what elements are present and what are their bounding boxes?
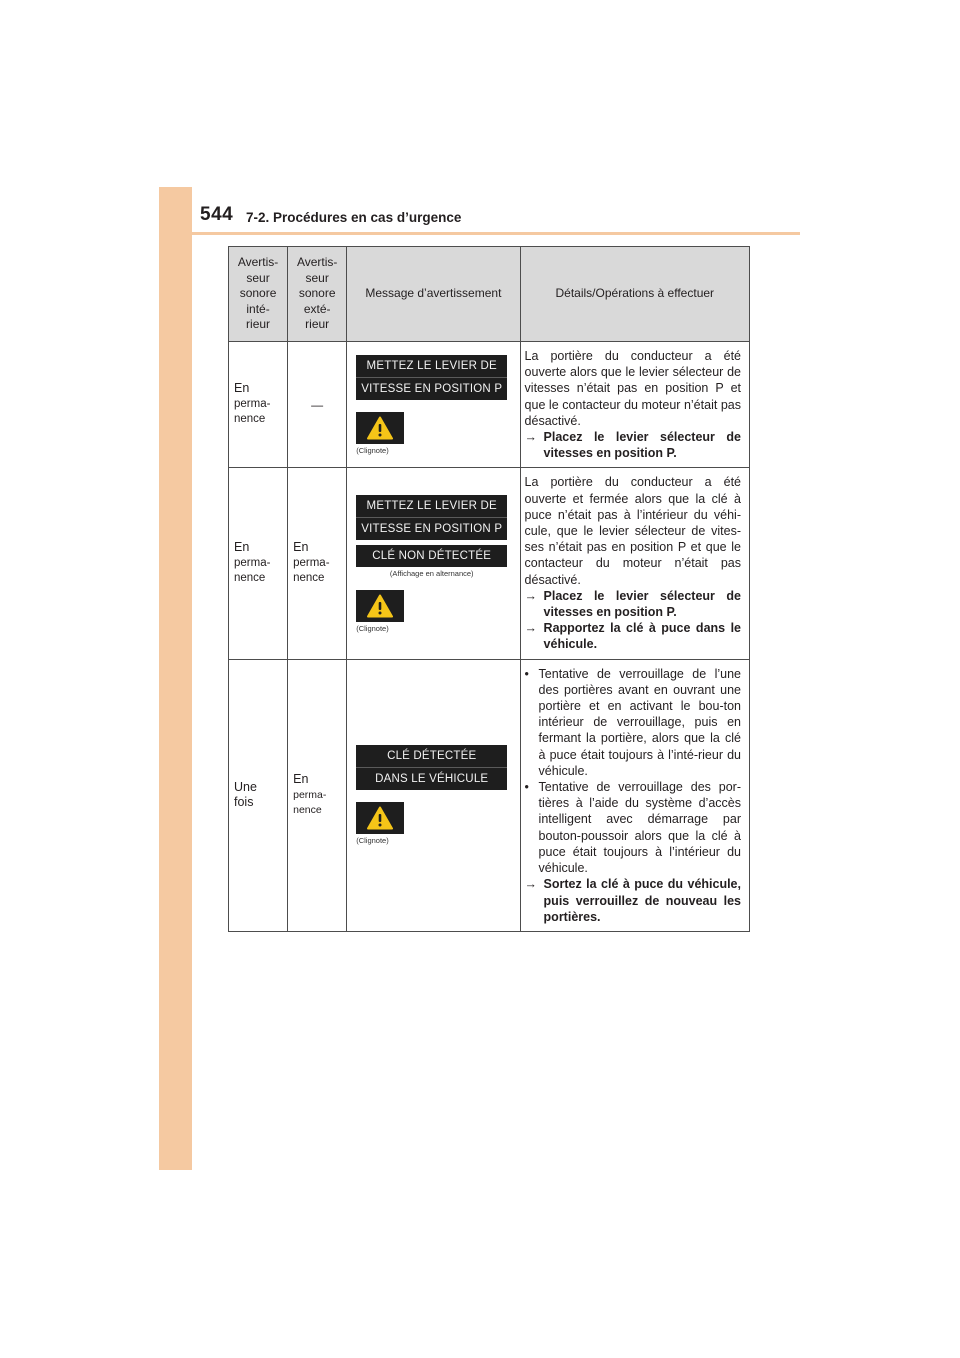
interior-buzzer-cell: En perma- nence [229, 342, 288, 468]
interior-buzzer-cell: En perma- nence [229, 468, 288, 659]
warning-triangle-icon [367, 594, 393, 618]
blink-caption: (Clignote) [356, 445, 389, 455]
message-display-alternate: CLÉ NON DÉTECTÉE [356, 545, 507, 567]
section-title: 7-2. Procédures en cas d’urgence [246, 210, 462, 225]
exterior-buzzer-cell: En perma- nence [288, 659, 347, 931]
header-message: Message d’avertissement [347, 247, 520, 342]
details-cell: La portière du conducteur a été ouverte et fermée alors que la clé à puce n’était pas à l’intérieur du véhi-cule, que le levier sélecteur de vites-ses n’était pas en position P et que le contacteur du moteur n’était pas désactivé. → Placez le levier sélecteur de vitesses en position P. → Rapportez la clé à puce dans le véhicule. [520, 468, 749, 659]
exterior-buzzer-cell: En perma- nence [288, 468, 347, 659]
table-row [229, 659, 750, 931]
message-display: METTEZ LE LEVIER DE VITESSE EN POSITION P [356, 355, 507, 400]
blink-caption: (Clignote) [356, 623, 389, 633]
warning-message-cell [347, 468, 520, 659]
alternate-caption: (Affichage en alternance) [389, 568, 474, 578]
interior-buzzer-cell: Une fois [229, 659, 288, 931]
warning-triangle-icon [367, 416, 393, 440]
message-display: CLÉ DÉTECTÉE DANS LE VÉHICULE [356, 745, 507, 790]
header-rule [192, 232, 800, 235]
warning-light [356, 590, 404, 622]
warning-triangle-icon [367, 806, 393, 830]
header-exterior-buzzer: Avertis- seur sonore exté- rieur [288, 247, 347, 342]
page-number: 544 [200, 204, 234, 225]
message-display: METTEZ LE LEVIER DE VITESSE EN POSITION P [356, 495, 507, 540]
warning-light [356, 412, 404, 444]
warning-message-cell [347, 659, 520, 931]
warning-table [228, 246, 750, 932]
blink-caption: (Clignote) [356, 836, 389, 846]
details-cell: La portière du conducteur a été ouverte alors que le levier sélecteur de vitesses n’était pas en position P et que le contacteur du moteur n’était pas désactivé. → Placez le levier sélecteur de vitesses en position P. [520, 342, 749, 468]
table-row [229, 468, 750, 659]
warning-message-cell [347, 342, 520, 468]
chapter-side-tab [159, 187, 192, 1170]
exterior-buzzer-cell: — [288, 342, 347, 468]
table-header-row [229, 247, 750, 342]
table-row [229, 342, 750, 468]
header-details: Détails/Opérations à effectuer [520, 247, 749, 342]
header-interior-buzzer: Avertis- seur sonore inté- rieur [229, 247, 288, 342]
warning-light [356, 802, 404, 834]
details-cell: • Tentative de verrouillage de l’une des portières avant en ouvrant une portière et en activant le bou-ton intérieur de verrouillage, puis en fermant la portière, alors que la clé à puce était toujours à l’inté-rieur du véhicule. • Tentative de verrouillage des por-tières à l’aide du système d’accès intelligent avec démarrage par bouton-poussoir alors que la clé à puce était toujours à l’intérieur du véhicule. → Sortez la clé à puce du véhicule, puis verrouillez de nouveau les portières. [520, 659, 749, 931]
